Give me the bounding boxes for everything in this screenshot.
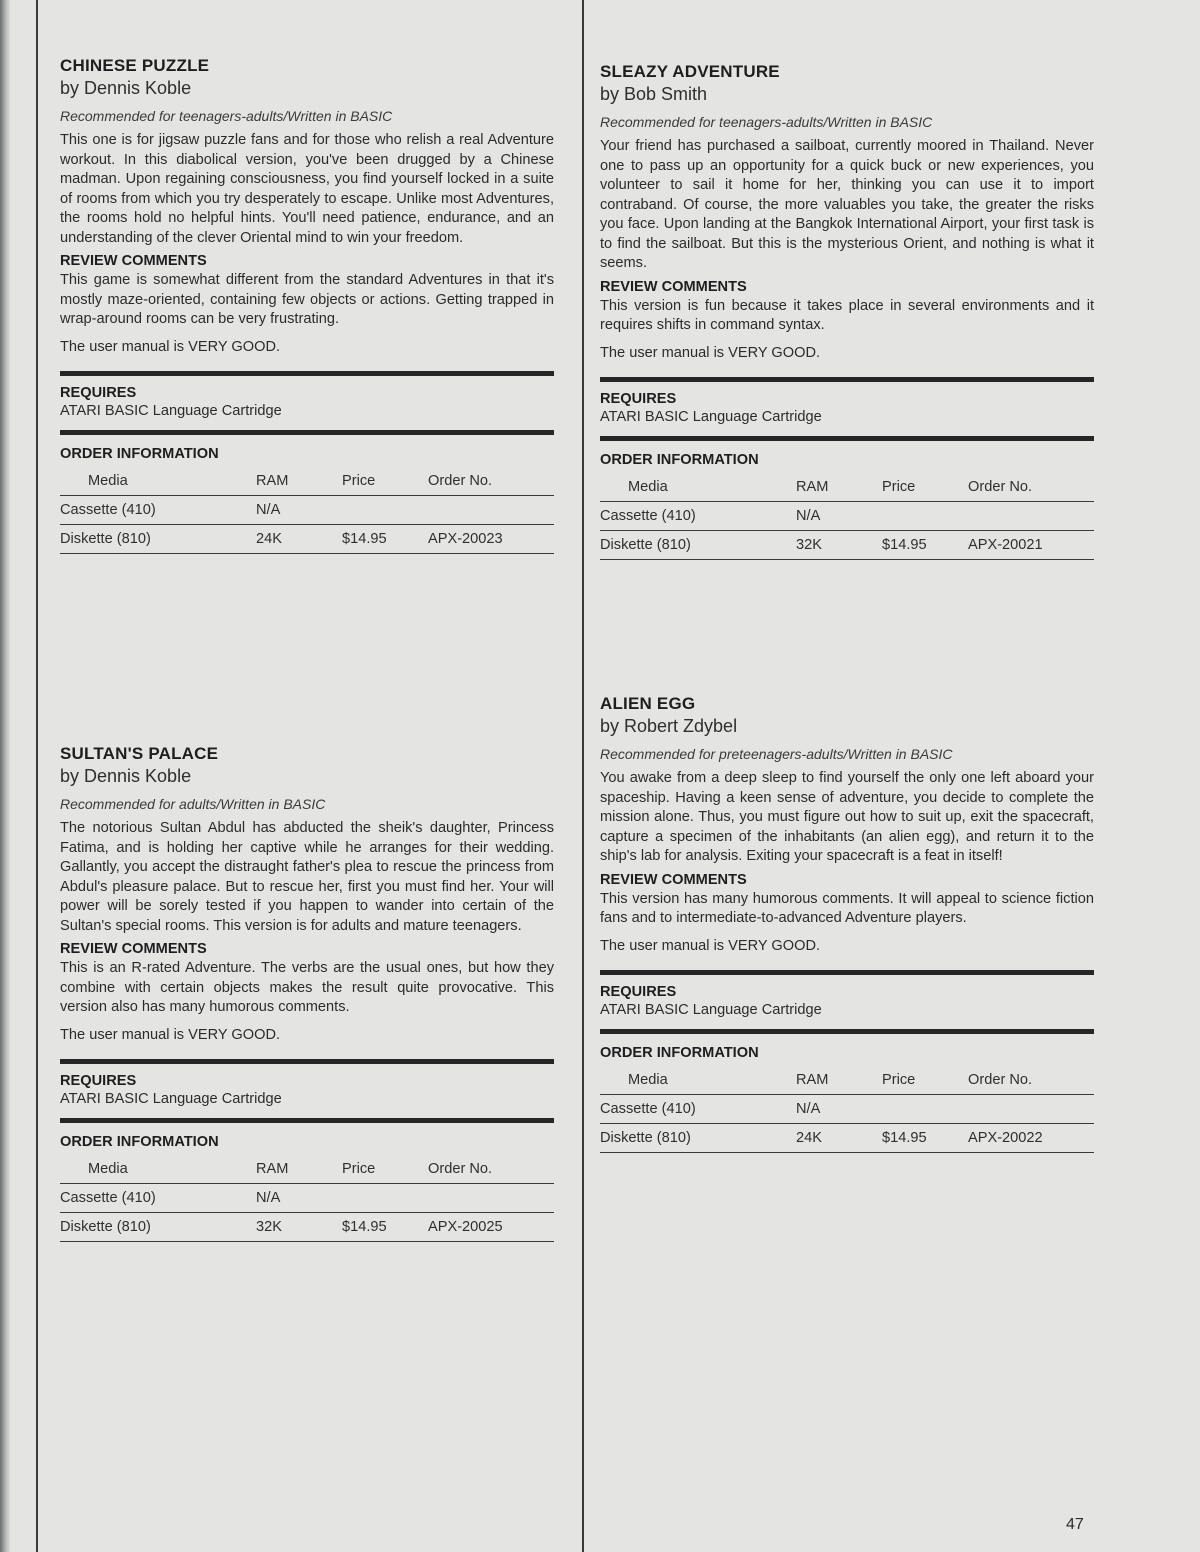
table-cell: 24K (796, 1123, 882, 1152)
table-cell: 32K (796, 530, 882, 559)
section-divider (600, 436, 1094, 441)
requires-heading: REQUIRES (60, 384, 137, 401)
table-cell: Diskette (810) (60, 524, 256, 553)
requires-text: ATARI BASIC Language Cartridge (60, 1090, 282, 1107)
column-header: Media (600, 473, 796, 502)
table-row (600, 530, 1094, 559)
table-cell: Cassette (410) (60, 495, 256, 524)
article-title: SLEAZY ADVENTURE (600, 62, 780, 81)
requires-heading: REQUIRES (60, 1072, 137, 1089)
article-author: by Robert Zdybel (600, 716, 738, 736)
manual-rating: The user manual is VERY GOOD. (60, 1026, 281, 1043)
article-sleazy-adventure (600, 62, 1094, 560)
order-heading: ORDER INFORMATION (600, 1044, 759, 1061)
review-heading: REVIEW COMMENTS (60, 253, 207, 269)
requires-text: ATARI BASIC Language Cartridge (600, 408, 822, 425)
table-cell: 24K (256, 524, 342, 553)
table-cell: N/A (256, 1183, 342, 1212)
article-author: by Dennis Koble (60, 78, 192, 98)
order-heading: ORDER INFORMATION (60, 1133, 219, 1150)
article-description: Your friend has purchased a sailboat, currently moored in Thailand. Never one to pass up an opportunity for a quick buck or new experiences, you volunteer to sail it home for her, thinking you can use it to import contraband. Of course, the more valuables you take, the greater the risks you face. Upon landing at the Bangkok International Airport, your first task is to find the sailboat. But this is the mysterious Orient, and nothing is what it seems. (600, 138, 1094, 271)
column-header: Price (342, 467, 428, 496)
table-cell (428, 495, 554, 524)
requires-text: ATARI BASIC Language Cartridge (600, 1001, 822, 1018)
table-cell (342, 1183, 428, 1212)
section-divider (60, 430, 554, 435)
article-description: You awake from a deep sleep to find yourself the only one left aboard your spaceship. Having a keen sense of adventure, you decide to complete the mission alone. Thus, you must figure out how to suit up, exit the spacecraft, capture a specimen of the inhabitants (an alien egg), and return it to the ship's lab for analysis. Exiting your spacecraft is a feat in itself! (600, 770, 1094, 864)
article-alien-egg (600, 694, 1094, 1153)
column-header: RAM (796, 473, 882, 502)
review-text: This version is fun because it takes place in several environments and it requires shifts in command syntax. (600, 297, 1094, 333)
table-cell: $14.95 (882, 1123, 968, 1152)
order-heading: ORDER INFORMATION (600, 451, 759, 468)
column-header: Price (882, 1066, 968, 1095)
table-header-row (600, 473, 1094, 502)
table-row (600, 1123, 1094, 1152)
recommended-audience: Recommended for preteenagers-adults/Written in BASIC (600, 746, 953, 762)
table-row (600, 501, 1094, 530)
center-column-rule (582, 0, 584, 1552)
table-row (600, 1094, 1094, 1123)
table-row (60, 524, 554, 553)
table-cell: 32K (256, 1212, 342, 1241)
column-header: RAM (256, 1155, 342, 1184)
order-table (600, 1066, 1094, 1153)
review-text: This is an R-rated Adventure. The verbs are the usual ones, but how they combine with certain objects makes the result quite provocative. This version also has many humorous comments. (60, 960, 554, 1015)
table-header-row (600, 1066, 1094, 1095)
table-header-row (60, 1155, 554, 1184)
table-cell: APX-20025 (428, 1212, 554, 1241)
table-cell: Cassette (410) (600, 1094, 796, 1123)
table-cell: Diskette (810) (60, 1212, 256, 1241)
recommended-audience: Recommended for teenagers-adults/Written in BASIC (60, 108, 393, 124)
table-row (60, 1183, 554, 1212)
order-table (60, 467, 554, 554)
table-cell: Diskette (810) (600, 1123, 796, 1152)
article-description: This one is for jigsaw puzzle fans and for those who relish a real Adventure workout. In this diabolical version, you've been drugged by a Chinese madman. Upon regaining consciousness, you find yourself locked in a suite of rooms from which you try desperately to escape. Unlike most Adventures, the rooms hold no helpful hints. You'll need patience, endurance, and an understanding of the clever Oriental mind to win your freedom. (60, 132, 554, 246)
table-cell (342, 495, 428, 524)
column-header: RAM (796, 1066, 882, 1095)
table-cell: N/A (796, 1094, 882, 1123)
table-cell: Cassette (410) (60, 1183, 256, 1212)
table-cell (968, 501, 1094, 530)
requires-block (60, 376, 554, 430)
column-header: RAM (256, 467, 342, 496)
left-margin-rule (36, 0, 38, 1552)
article-description: The notorious Sultan Abdul has abducted the sheik's daughter, Princess Fatima, and is holding her captive while he arranges for their wedding. Gallantly, you accept the distraught father's plea to rescue the princess from Abdul's pleasure palace. But to rescue her, first you must find her. Your will power will be sorely tested if you happen to wander into certain of the Sultan's special rooms. This version is for adults and mature teenagers. (60, 820, 554, 934)
table-header-row (60, 467, 554, 496)
table-cell: APX-20023 (428, 524, 554, 553)
requires-text: ATARI BASIC Language Cartridge (60, 402, 282, 419)
table-cell (882, 1094, 968, 1123)
article-title: ALIEN EGG (600, 694, 696, 713)
article-author: by Dennis Koble (60, 766, 192, 786)
table-cell: APX-20022 (968, 1123, 1094, 1152)
article-sultans-palace (60, 744, 554, 1242)
table-cell: N/A (796, 501, 882, 530)
review-heading: REVIEW COMMENTS (600, 278, 747, 295)
table-cell: Diskette (810) (600, 530, 796, 559)
table-cell: $14.95 (342, 1212, 428, 1241)
table-cell: $14.95 (882, 530, 968, 559)
column-header: Price (342, 1155, 428, 1184)
manual-rating: The user manual is VERY GOOD. (600, 937, 821, 954)
column-header: Order No. (968, 1066, 1094, 1095)
table-cell (428, 1183, 554, 1212)
article-title: SULTAN'S PALACE (60, 744, 219, 763)
section-divider (600, 1029, 1094, 1034)
column-header: Order No. (428, 467, 554, 496)
review-text: This game is somewhat different from the standard Adventures in that it's mostly maze-oriented, containing few objects or actions. Getting trapped in wrap-around rooms can be very frustrating. (60, 272, 554, 327)
table-cell: N/A (256, 495, 342, 524)
requires-block (600, 975, 1094, 1029)
manual-rating: The user manual is VERY GOOD. (600, 344, 821, 361)
table-cell: APX-20021 (968, 530, 1094, 559)
order-table (60, 1155, 554, 1242)
column-header: Order No. (968, 473, 1094, 502)
article-title: CHINESE PUZZLE (60, 56, 210, 75)
page-edge-shadow (0, 0, 10, 1552)
table-cell (882, 501, 968, 530)
recommended-audience: Recommended for teenagers-adults/Written in BASIC (600, 114, 933, 130)
recommended-audience: Recommended for adults/Written in BASIC (60, 796, 326, 812)
review-heading: REVIEW COMMENTS (600, 871, 747, 888)
requires-block (60, 1064, 554, 1118)
table-cell (968, 1094, 1094, 1123)
order-table (600, 473, 1094, 560)
column-header: Media (600, 1066, 796, 1095)
table-cell: $14.95 (342, 524, 428, 553)
column-header: Media (60, 1155, 256, 1184)
column-header: Media (60, 467, 256, 496)
article-chinese-puzzle (60, 56, 554, 554)
review-heading: REVIEW COMMENTS (60, 941, 207, 957)
requires-heading: REQUIRES (600, 983, 677, 1000)
order-heading: ORDER INFORMATION (60, 445, 219, 462)
review-text: This version has many humorous comments. It will appeal to science fiction fans and to intermediate-to-advanced Adventure players. (600, 890, 1094, 926)
manual-rating: The user manual is VERY GOOD. (60, 338, 281, 355)
requires-heading: REQUIRES (600, 390, 677, 407)
requires-block (600, 382, 1094, 436)
section-divider (60, 1118, 554, 1123)
page-number: 47 (1066, 1516, 1084, 1533)
table-row (60, 495, 554, 524)
column-header: Order No. (428, 1155, 554, 1184)
table-row (60, 1212, 554, 1241)
table-cell: Cassette (410) (600, 501, 796, 530)
column-header: Price (882, 473, 968, 502)
article-author: by Bob Smith (600, 84, 708, 104)
